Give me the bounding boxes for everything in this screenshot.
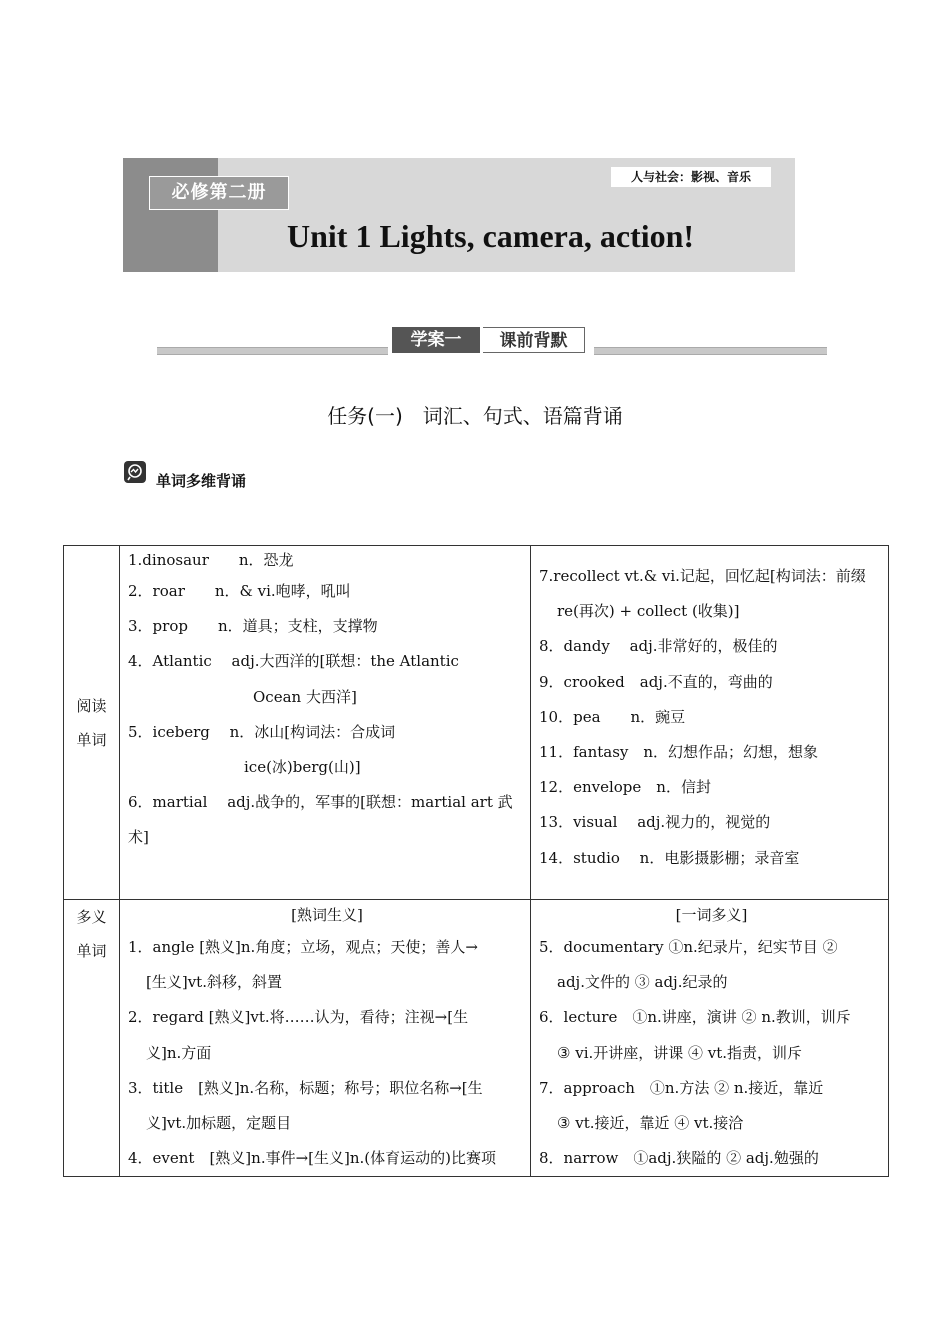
list-item: [生义]vt.斜移，斜置	[146, 973, 282, 992]
unit-title: Unit 1 Lights, camera, action!	[287, 218, 695, 254]
list-item: 8．narrow ①adj.狭隘的 ② adj.勉强的	[539, 1149, 819, 1168]
list-item: 1.dinosaur n．恐龙	[128, 551, 294, 569]
row2-category: 多义 单词	[64, 900, 120, 1177]
list-item: 5．iceberg n．冰山[构词法：合成词	[128, 722, 396, 741]
theme-tag: 人与社会：影视、音乐	[611, 167, 771, 187]
table-row	[64, 900, 889, 1177]
list-item: 8．dandy adj.非常好的，极佳的	[539, 637, 778, 656]
reading-words-right	[531, 546, 889, 900]
list-item: ③ vi.开讲座，讲课 ④ vt.指责，训斥	[557, 1043, 803, 1062]
list-item: ice(冰)berg(山)]	[244, 758, 361, 777]
row1-category: 阅读 单词	[64, 546, 120, 900]
list-item: 12．envelope n．信封	[539, 778, 711, 797]
column-header: [熟词生义]	[291, 906, 363, 924]
list-item: 5．documentary ①n.纪录片，纪实节目 ②	[539, 938, 838, 956]
list-item: 2．roar n．& vi.咆哮，吼叫	[128, 582, 351, 600]
list-item: 2．regard [熟义]vt.将……认为，看待；注视→[生	[128, 1008, 469, 1027]
list-item: 术]	[128, 828, 149, 847]
list-item: re(再次) + collect (收集)]	[557, 602, 740, 621]
polysemy-right	[531, 900, 889, 1177]
table-row	[64, 546, 889, 900]
list-item: Ocean 大西洋]	[253, 687, 357, 706]
list-item: 7.recollect vt.& vi.记起，回忆起[构词法：前缀	[539, 567, 866, 585]
reading-words-left	[120, 546, 531, 900]
vocabulary-table	[63, 545, 889, 1177]
list-item: adj.文件的 ③ adj.纪录的	[557, 973, 728, 992]
list-item: 义]n.方面	[146, 1043, 212, 1062]
column-header: [一词多义]	[675, 906, 748, 924]
list-item: 1．angle [熟义]n.角度；立场，观点；天使；善人→	[128, 938, 478, 956]
list-item: 10．pea n．豌豆	[539, 707, 686, 726]
list-item: 4．event [熟义]n.事件→[生义]n.(体育运动的)比赛项	[128, 1149, 496, 1168]
list-item: 义]vt.加标题，定题目	[146, 1114, 292, 1133]
unit-banner	[123, 158, 795, 272]
list-item: 6．lecture ①n.讲座，演讲 ② n.教训，训斥	[539, 1008, 851, 1027]
vocabulary-icon	[124, 461, 146, 483]
list-item: 9．crooked adj.不直的，弯曲的	[539, 672, 773, 691]
list-item: 3．prop n．道具；支柱，支撑物	[128, 617, 378, 636]
section-label-light: 课前背默	[483, 327, 585, 353]
list-item: 3．title [熟义]n.名称，标题；称号；职位名称→[生	[128, 1078, 483, 1097]
book-label: 必修第二册	[149, 176, 289, 210]
list-item: 6．martial adj.战争的，军事的[联想：martial art 武	[128, 793, 513, 812]
list-item: 13．visual adj.视力的，视觉的	[539, 813, 771, 832]
list-item: 7．approach ①n.方法 ② n.接近，靠近	[539, 1078, 824, 1097]
subsection-title: 单词多维背诵	[156, 472, 247, 490]
polysemy-left	[120, 900, 531, 1177]
section-label	[388, 327, 594, 355]
task-title: 任务(一) 词汇、句式、语篇背诵	[327, 404, 623, 428]
list-item: ③ vt.接近，靠近 ④ vt.接洽	[557, 1114, 744, 1133]
list-item: 11．fantasy n．幻想作品；幻想，想象	[539, 743, 819, 762]
list-item: 4．Atlantic adj.大西洋的[联想：the Atlantic	[128, 652, 459, 671]
section-label-dark: 学案一	[392, 327, 480, 353]
list-item: 14．studio n．电影摄影棚；录音室	[539, 848, 800, 867]
